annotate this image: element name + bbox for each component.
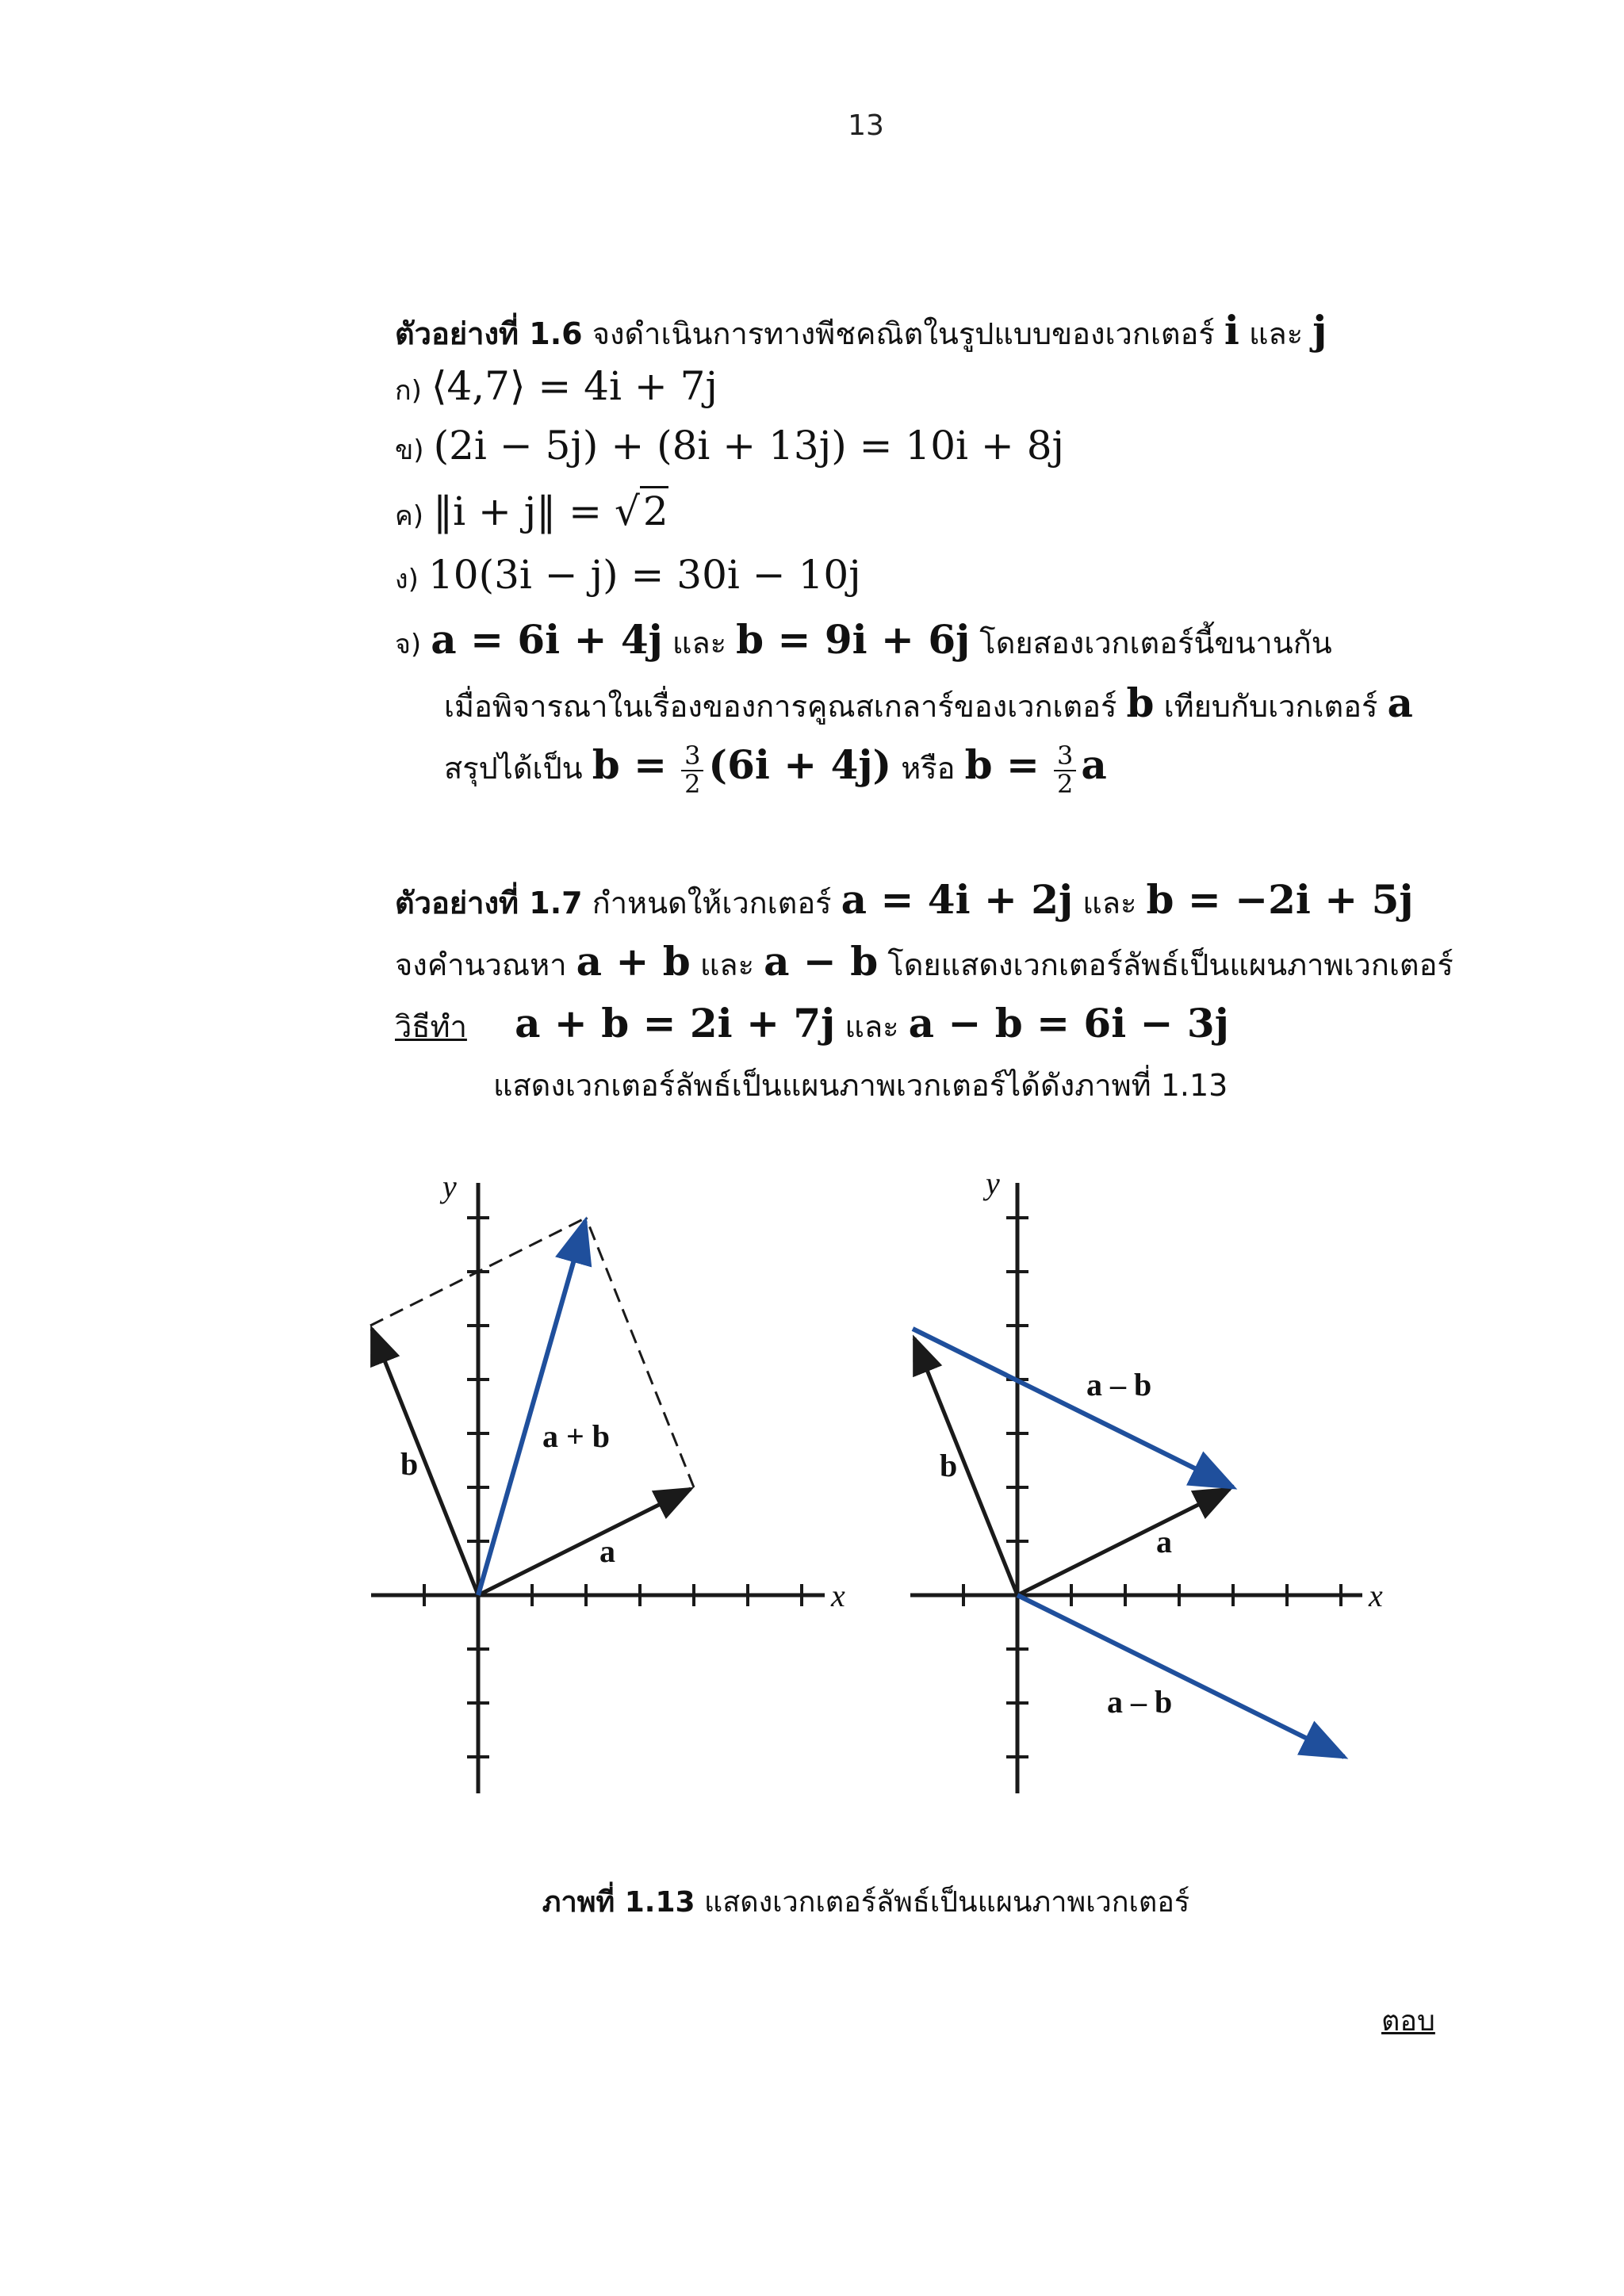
given-text: กำหนดให้เวกเตอร์ bbox=[592, 886, 832, 920]
eq2-rhs: a bbox=[1081, 741, 1107, 788]
item-label: ข) bbox=[395, 434, 424, 466]
diff-equation: a − b = 6i − 3j bbox=[908, 1000, 1229, 1047]
x-axis-label: x bbox=[831, 1578, 845, 1613]
item-math: ‖i + j‖ = √ bbox=[433, 488, 640, 534]
item-math: (2i − 5j) + (8i + 13j) = 10i + 8j bbox=[433, 423, 1065, 469]
item-label: จ) bbox=[395, 629, 422, 660]
compared-text: เทียบกับเวกเตอร์ bbox=[1163, 689, 1378, 724]
item-math: a = 6i + 4j bbox=[431, 616, 663, 663]
item-label: ง) bbox=[395, 564, 419, 595]
show-text: โดยแสดงเวกเตอร์ลัพธ์เป็นแผนภาพเวกเตอร์ bbox=[887, 947, 1454, 982]
figure-reference: แสดงเวกเตอร์ลัพธ์เป็นแผนภาพเวกเตอร์ได้ดังภาพที่ 1.13 bbox=[493, 1068, 1228, 1103]
item-label: ค) bbox=[395, 500, 424, 532]
sum-expr: a + b bbox=[576, 938, 691, 985]
or-text: หรือ bbox=[901, 751, 956, 786]
item-math: 10(3i − j) = 30i − 10j bbox=[427, 552, 861, 598]
vector-a-minus-b-arrow-bottom bbox=[1017, 1595, 1344, 1757]
example-heading: ตัวอย่างที่ 1.6 bbox=[395, 316, 583, 351]
caption-label: ภาพที่ 1.13 bbox=[542, 1886, 695, 1919]
eq2-lhs: b = bbox=[964, 741, 1040, 788]
frac-num: 3 bbox=[1054, 743, 1076, 771]
frac-den: 2 bbox=[684, 768, 701, 799]
a-label: a bbox=[1156, 1524, 1172, 1559]
x-axis-label: x bbox=[1369, 1578, 1383, 1613]
vector-a-arrow bbox=[478, 1489, 691, 1595]
a-equation: a = 4i + 2j bbox=[841, 876, 1074, 923]
sum-label: a + b bbox=[542, 1418, 611, 1454]
example-heading: ตัวอย่างที่ 1.7 bbox=[395, 886, 583, 920]
eq1-lhs: b = bbox=[592, 741, 667, 788]
vector-b-arrow bbox=[372, 1329, 478, 1595]
radicand: 2 bbox=[640, 486, 668, 534]
b-label: b bbox=[940, 1448, 958, 1483]
intro-text: จงดำเนินการทางพีชคณิตในรูปแบบของเวกเตอร์ bbox=[592, 316, 1215, 351]
vector-a: a bbox=[1387, 679, 1413, 726]
and-text: และ bbox=[672, 626, 727, 660]
consider-text: เมื่อพิจารณาในเรื่องของการคูณสเกลาร์ของเวกเตอร์ bbox=[444, 689, 1117, 724]
vector-a-minus-b-arrow-top bbox=[913, 1329, 1233, 1487]
figure-caption bbox=[0, 1879, 1624, 1924]
diff-label-top: a – b bbox=[1086, 1367, 1152, 1402]
eq1-rhs: (6i + 4j) bbox=[708, 741, 892, 788]
and-text: และ bbox=[699, 947, 755, 982]
b-equation: b = −2i + 5j bbox=[1146, 876, 1414, 923]
a-label: a bbox=[599, 1533, 615, 1569]
item-label: ก) bbox=[395, 375, 422, 407]
left-diagram bbox=[370, 1183, 825, 1793]
vector-a-plus-b-arrow bbox=[478, 1221, 585, 1595]
parallel-text: โดยสองเวกเตอร์นี้ขนานกัน bbox=[979, 626, 1332, 660]
diff-label-bottom: a – b bbox=[1107, 1684, 1173, 1720]
vector-j: j bbox=[1312, 307, 1327, 354]
vector-i: i bbox=[1224, 307, 1239, 354]
sum-equation: a + b = 2i + 7j bbox=[515, 1000, 836, 1047]
item-math: b = 9i + 6j bbox=[736, 616, 971, 663]
and-text: และ bbox=[1082, 886, 1137, 920]
answer-link[interactable]: ตอบ bbox=[1381, 2005, 1435, 2038]
y-axis-label: y bbox=[442, 1169, 457, 1204]
page-number: 13 bbox=[848, 109, 884, 142]
frac-den: 2 bbox=[1056, 768, 1074, 799]
frac-num: 3 bbox=[681, 743, 703, 771]
and-text: และ bbox=[1248, 316, 1304, 351]
item-math: ⟨4,7⟩ = 4i + 7j bbox=[431, 363, 718, 409]
diff-expr: a − b bbox=[764, 938, 879, 985]
vector-b-arrow bbox=[914, 1338, 1017, 1595]
vector-b: b bbox=[1126, 679, 1155, 726]
conclude-text: สรุปได้เป็น bbox=[444, 751, 583, 786]
and-text: และ bbox=[845, 1009, 899, 1044]
b-label: b bbox=[400, 1446, 419, 1482]
solution-label: วิธีทำ bbox=[395, 1009, 467, 1044]
y-axis-label: y bbox=[986, 1165, 1000, 1201]
caption-text: แสดงเวกเตอร์ลัพธ์เป็นแผนภาพเวกเตอร์ bbox=[704, 1886, 1190, 1919]
find-text: จงคำนวณหา bbox=[395, 947, 567, 982]
vector-a-arrow bbox=[1017, 1489, 1230, 1595]
